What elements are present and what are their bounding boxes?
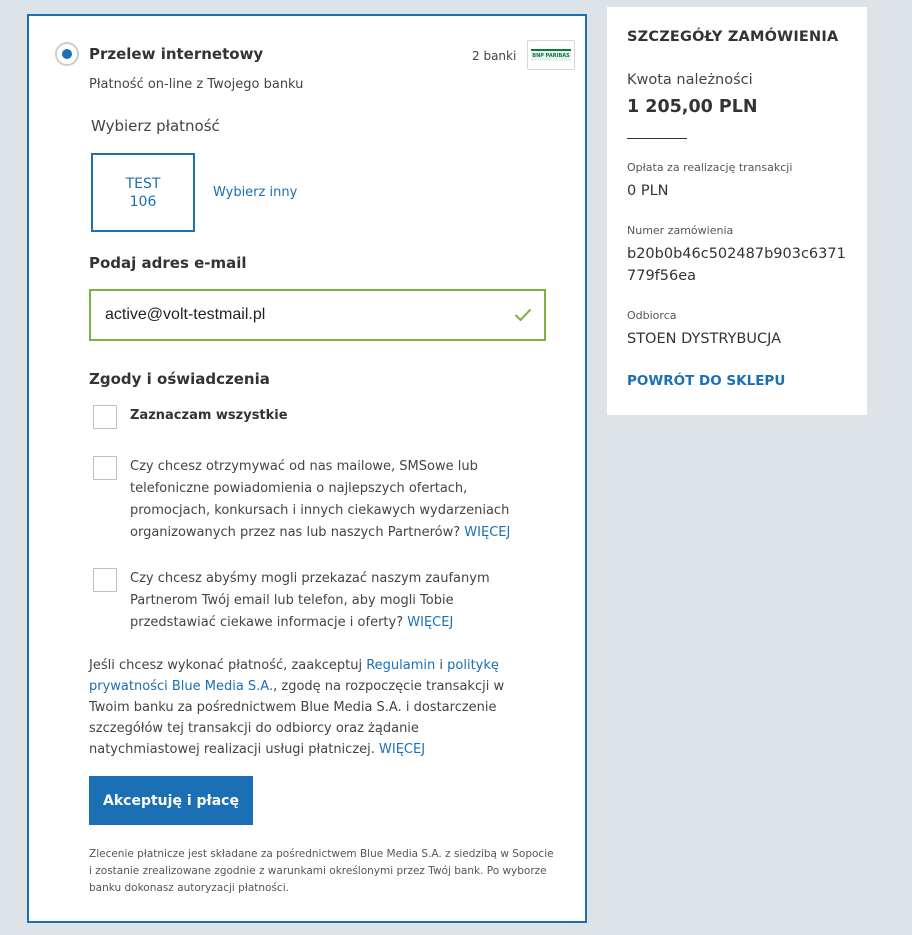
bank-tile-name: TEST	[125, 175, 161, 192]
order-number-label: Numer zamówienia	[627, 224, 734, 237]
bank-logo-mark: BNP PARIBAS	[531, 49, 571, 61]
consent-marketing-text	[130, 456, 540, 544]
order-summary-panel	[607, 7, 867, 415]
consent-marketing-checkbox[interactable]	[93, 456, 117, 480]
fee-value: 0 PLN	[627, 183, 669, 199]
checkmark-icon	[514, 308, 532, 322]
payment-method-radio[interactable]	[55, 42, 79, 66]
terms-text	[89, 655, 529, 760]
choose-payment-label: Wybierz płatność	[91, 117, 220, 135]
summary-divider	[627, 138, 687, 139]
selected-bank-tile[interactable]	[91, 153, 195, 232]
summary-title: SZCZEGÓŁY ZAMÓWIENIA	[627, 29, 839, 45]
terms-body: , zgodę na rozpoczęcie transakcji w Twoim banku za pośrednictwem Blue Media S.A. i dostarczenie szczegółów tej transakcji do odbiorcy oraz żądanie natychmiastowej realizacji usługi płatniczej.	[89, 679, 505, 757]
payment-method-subtitle: Płatność on-line z Twojego banku	[89, 77, 304, 92]
email-label: Podaj adres e-mail	[89, 254, 247, 272]
payment-panel	[27, 14, 587, 923]
regulamin-link[interactable]: Regulamin	[366, 658, 436, 673]
consent-marketing-label: Czy chcesz otrzymywać od nas mailowe, SMSowe lub telefoniczne powiadomienia o najlepszych ofertach, promocjach, konkursach i innych ciekawych wydarzeniach organizowanych przez nas lub naszych Partnerów?	[130, 459, 510, 540]
consent-marketing-more-link[interactable]: WIĘCEJ	[464, 525, 511, 540]
amount-value: 1 205,00 PLN	[627, 97, 758, 117]
banks-count: 2 banki	[472, 49, 517, 63]
bank-tile-number: 106	[129, 193, 157, 210]
payment-method-title: Przelew internetowy	[89, 45, 264, 63]
consent-partners-label: Czy chcesz abyśmy mogli przekazać naszym zaufanym Partnerom Twój email lub telefon, aby mogli Tobie przedstawiać ciekawe informacje i oferty?	[130, 571, 490, 630]
consent-partners	[93, 568, 553, 638]
fee-label: Opłata za realizację transakcji	[627, 161, 793, 174]
consent-partners-more-link[interactable]: WIĘCEJ	[407, 615, 454, 630]
choose-other-bank-link[interactable]: Wybierz inny	[213, 185, 298, 200]
payment-footnote: Zlecenie płatnicze jest składane za pośrednictwem Blue Media S.A. z siedzibą w Sopocie i zostanie zrealizowane zgodnie z warunkami określonymi przez Twój bank. Po wyborze banku dokonasz autoryzacji płatności.	[89, 848, 554, 894]
consent-partners-checkbox[interactable]	[93, 568, 117, 592]
recipient-label: Odbiorca	[627, 309, 677, 322]
email-field[interactable]	[105, 303, 485, 327]
privacy-policy-link[interactable]: politykę prywatności Blue Media S.A.	[89, 658, 499, 694]
recipient-value: STOEN DYSTRYBUCJA	[627, 331, 782, 347]
terms-and: i	[439, 658, 444, 673]
back-to-shop-link[interactable]: POWRÓT DO SKLEPU	[627, 373, 786, 389]
consent-all-label: Zaznaczam wszystkie	[130, 408, 288, 423]
consent-marketing	[93, 456, 553, 548]
amount-label: Kwota należności	[627, 72, 753, 88]
order-number-value: b20b0b46c502487b903c6371779f56ea	[627, 246, 846, 284]
consent-all	[93, 405, 553, 431]
terms-more-link[interactable]: WIĘCEJ	[379, 742, 426, 757]
payment-method-header[interactable]	[55, 42, 575, 102]
email-field-container	[89, 289, 546, 341]
consent-partners-text	[130, 568, 540, 634]
consent-all-checkbox[interactable]	[93, 405, 117, 429]
terms-intro: Jeśli chcesz wykonać płatność, zaakceptuj	[89, 658, 363, 673]
accept-and-pay-button[interactable]: Akceptuję i płacę	[89, 776, 253, 825]
consents-label: Zgody i oświadczenia	[89, 370, 270, 388]
bank-logo	[527, 40, 575, 70]
